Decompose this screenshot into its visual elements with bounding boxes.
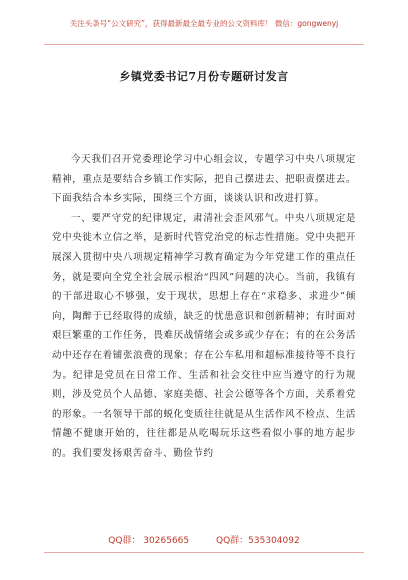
header-banner: 关注头条号“公文研究”，获得最新最全最专业的公文资料库！ 微信：gongwenyj: [69, 19, 339, 28]
footer-qq-groups: [0, 535, 408, 547]
header-divider: [44, 44, 364, 45]
footer-qq-group-1: QQ群： 30265665: [108, 536, 190, 546]
footer-divider: [44, 552, 364, 553]
paragraph-section-one: 一、要严守党的纪律规定，肃清社会歪风邪气。中央八项规定是党中央徙木立信之举，是新时代管党治党的标志性措施。党中央把开展深入贯彻中央八项规定精神学习教育确定为今年党建工作的重点任务，就是要向全党全社会展示根治“四风”问题的决心。当前，我镇有的干部进取心不够强，安于现状，思想上存在“求稳多、求进少”倾向，陶醉于已经取得的成绩，缺乏的忧患意识和创新精神；有时面对艰巨繁重的工作任务，畏难厌战情绪会或多或少存在；有的在公务活动中还存在着铺张浪费的现象；存在公车私用和超标准接待等不良行为。纪律是党员在日常工作、生活和社会交往中应当遵守的行为规则，涉及党员个人品德、家庭美德、社会公德等各个方面，关系着党的形象。一名领导干部的蜕化变质往往就是从生活作风不检点、生活情趣不健康开始的，往往都是从吃喝玩乐这些看似小事的地方起步的。我们要发扬艰苦奋斗、勤俭节约: [52, 212, 356, 459]
document-body: [52, 150, 356, 464]
document-title: 乡镇党委书记7月份专题研讨发言: [119, 70, 289, 83]
paragraph-intro: 今天我们召开党委理论学习中心组会议，专题学习中央八项规定精神，重点是要结合乡镇工作实际，把自己摆进去、把职责摆进去。下面我结合本乡实际，围绕三个方面，谈谈认识和改进打算。: [52, 154, 356, 205]
footer-qq-group-2: QQ群：535304092: [216, 536, 300, 546]
